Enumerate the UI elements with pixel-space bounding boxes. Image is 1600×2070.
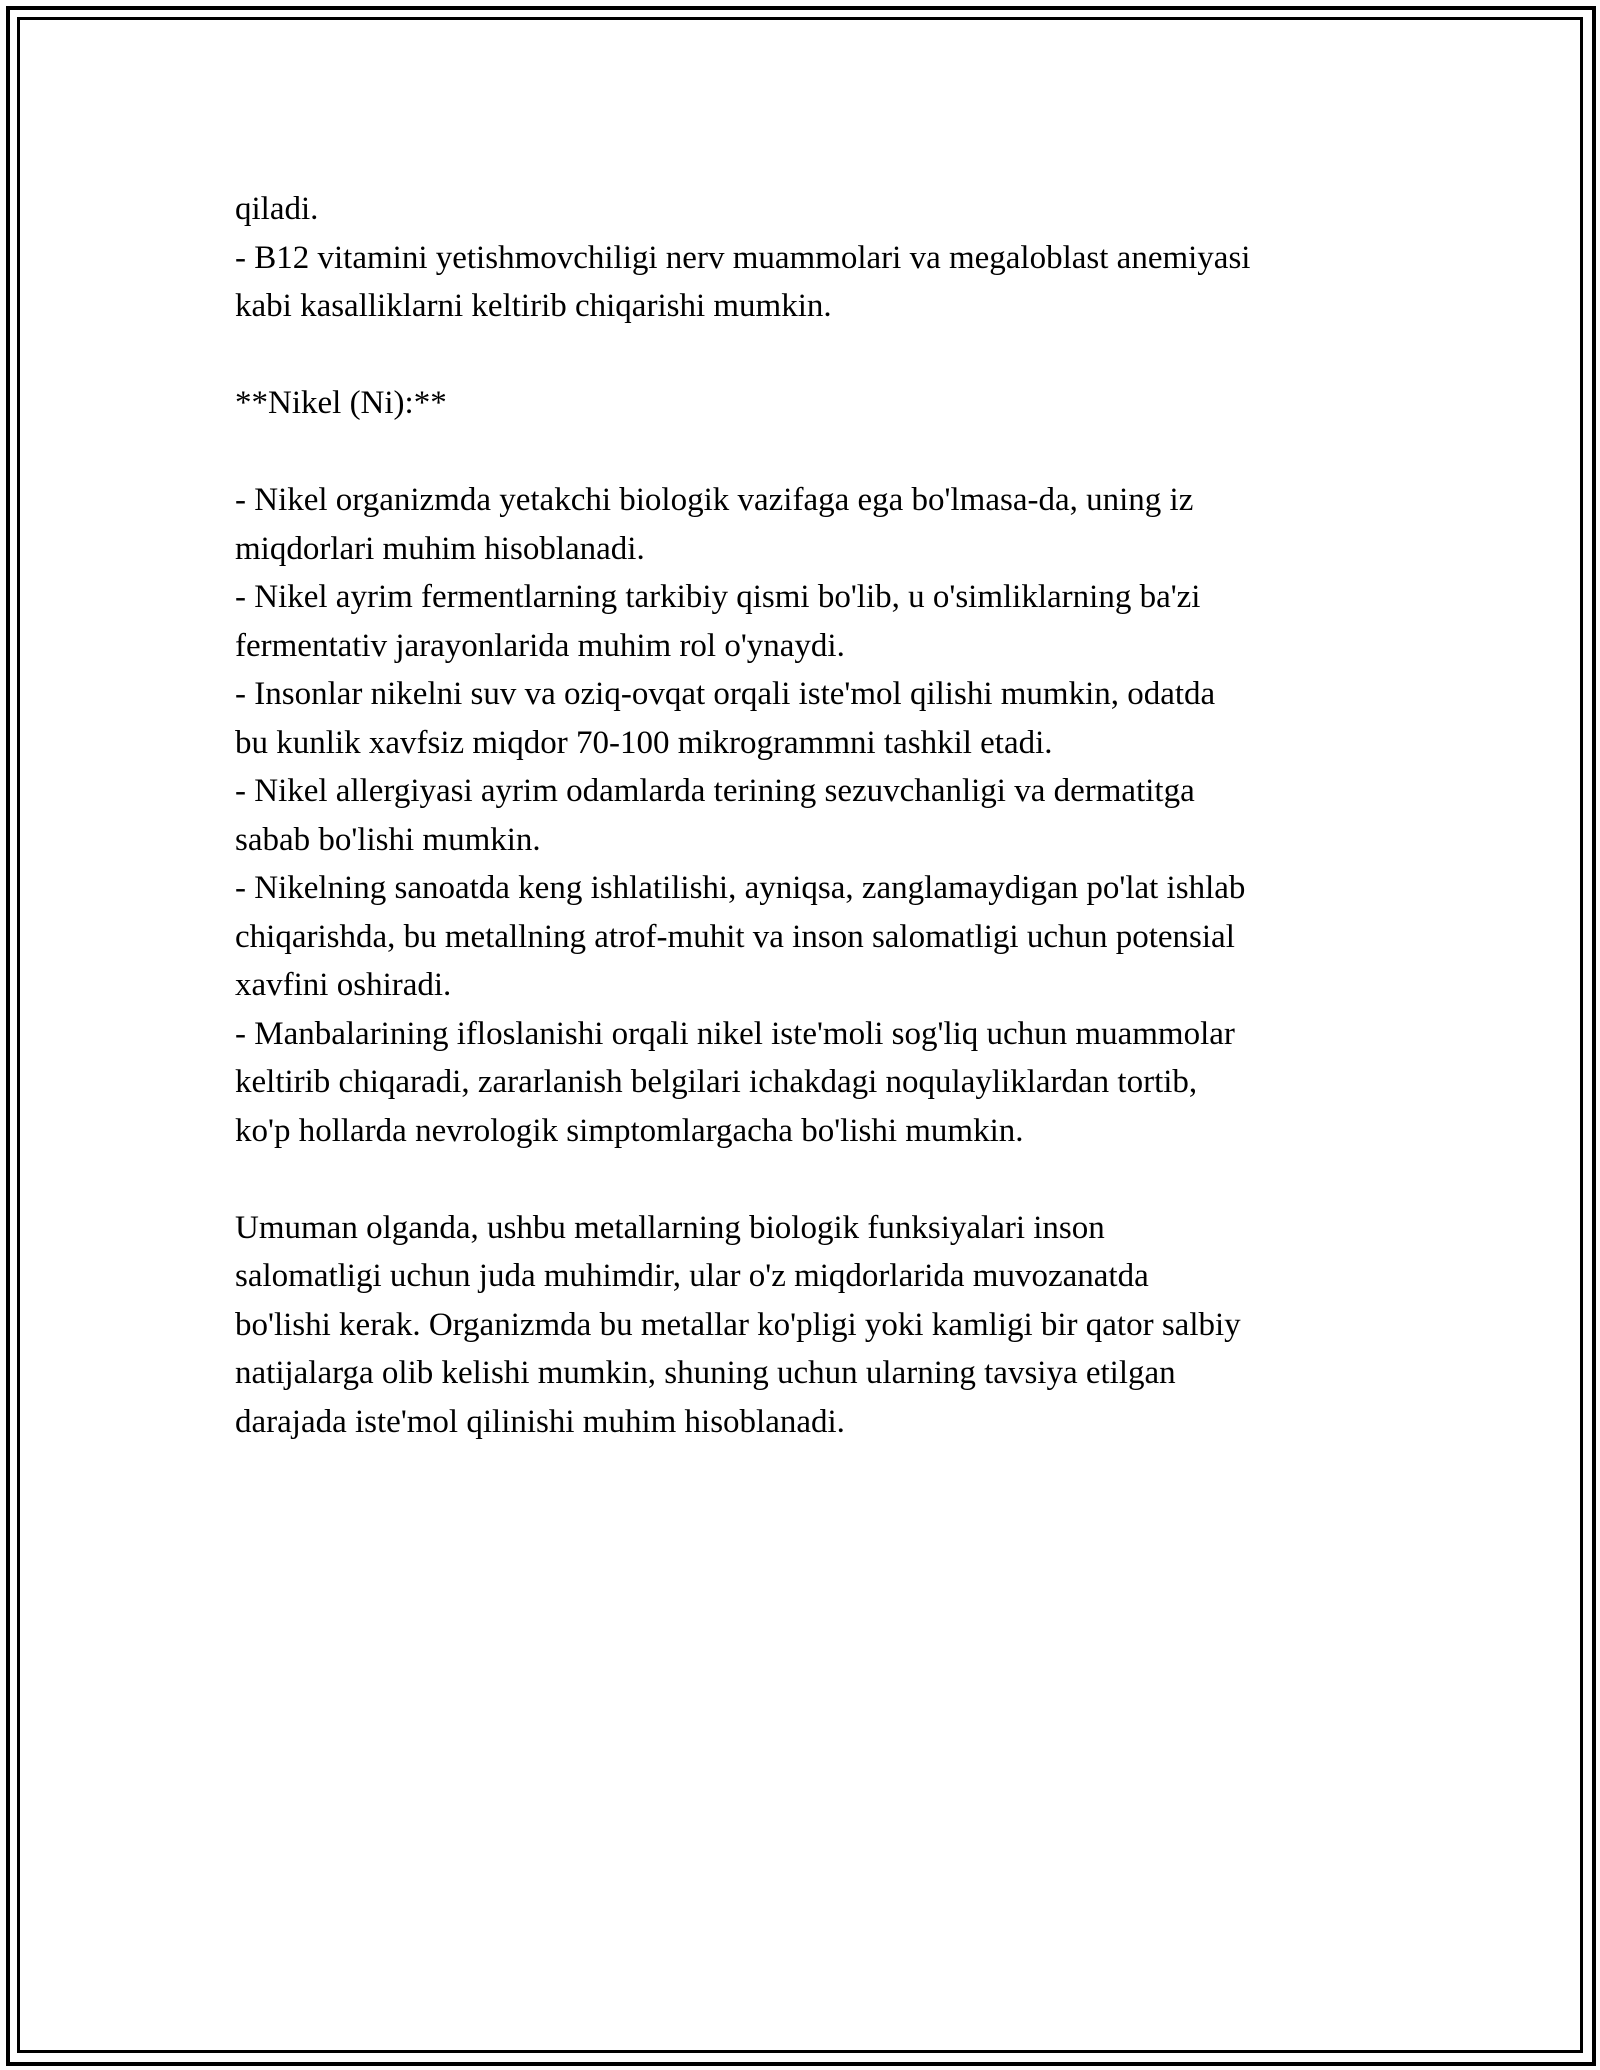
text-line: - Insonlar nikelni suv va oziq-ovqat orqali iste'mol qilishi mumkin, odatda <box>235 676 1216 712</box>
text-line: - Nikel ayrim fermentlarning tarkibiy qismi bo'lib, u o'simliklarning ba'zi <box>235 579 1201 615</box>
text-line: kabi kasalliklarni keltirib chiqarishi mumkin. <box>235 288 832 324</box>
text-line: bu kunlik xavfsiz miqdor 70-100 mikrogrammni tashkil etadi. <box>235 724 1053 761</box>
blank-line <box>235 331 1385 380</box>
summary-line: natijalarga olib kelishi mumkin, shuning uchun ularning tavsiya etilgan <box>235 1355 1176 1391</box>
blank-line <box>235 428 1385 477</box>
section-heading-nikel: **Nikel (Ni):** <box>235 385 447 421</box>
text-line: chiqarishda, bu metallning atrof-muhit va inson salomatligi uchun potensial <box>235 918 1235 955</box>
text-line: qiladi. <box>235 191 319 227</box>
text-line: - Nikel organizmda yetakchi biologik vazifaga ega bo'lmasa-da, uning iz <box>235 482 1194 518</box>
text-line: miqdorlari muhim hisoblanadi. <box>235 530 645 567</box>
text-line: ko'p hollarda nevrologik simptomlargacha bo'lishi mumkin. <box>235 1112 1024 1149</box>
summary-line: darajada iste'mol qilinishi muhim hisoblanadi. <box>235 1403 845 1440</box>
text-line: fermentativ jarayonlarida muhim rol o'ynaydi. <box>235 627 845 664</box>
text-line: sabab bo'lishi mumkin. <box>235 821 541 858</box>
summary-line: salomatligi uchun juda muhimdir, ular o'z miqdorlarida muvozanatda <box>235 1258 1149 1294</box>
blank-line <box>235 1155 1385 1204</box>
summary-line: bo'lishi kerak. Organizmda bu metallar ko'pligi yoki kamligi bir qator salbiy <box>235 1306 1241 1343</box>
text-line: - Manbalarining ifloslanishi orqali nikel iste'moli sog'liq uchun muammolar <box>235 1015 1235 1052</box>
summary-line: Umuman olganda, ushbu metallarning biologik funksiyalari inson <box>235 1209 1105 1246</box>
text-line: - B12 vitamini yetishmovchiligi nerv muammolari va megaloblast anemiyasi <box>235 239 1251 276</box>
document-body <box>235 185 1385 1446</box>
text-line: keltirib chiqaradi, zararlanish belgilari ichakdagi noqulayliklardan tortib, <box>235 1064 1198 1100</box>
text-line: - Nikelning sanoatda keng ishlatilishi, ayniqsa, zanglamaydigan po'lat ishlab <box>235 870 1246 906</box>
text-line: - Nikel allergiyasi ayrim odamlarda terining sezuvchanligi va dermatitga <box>235 773 1195 809</box>
text-line: xavfini oshiradi. <box>235 967 452 1003</box>
